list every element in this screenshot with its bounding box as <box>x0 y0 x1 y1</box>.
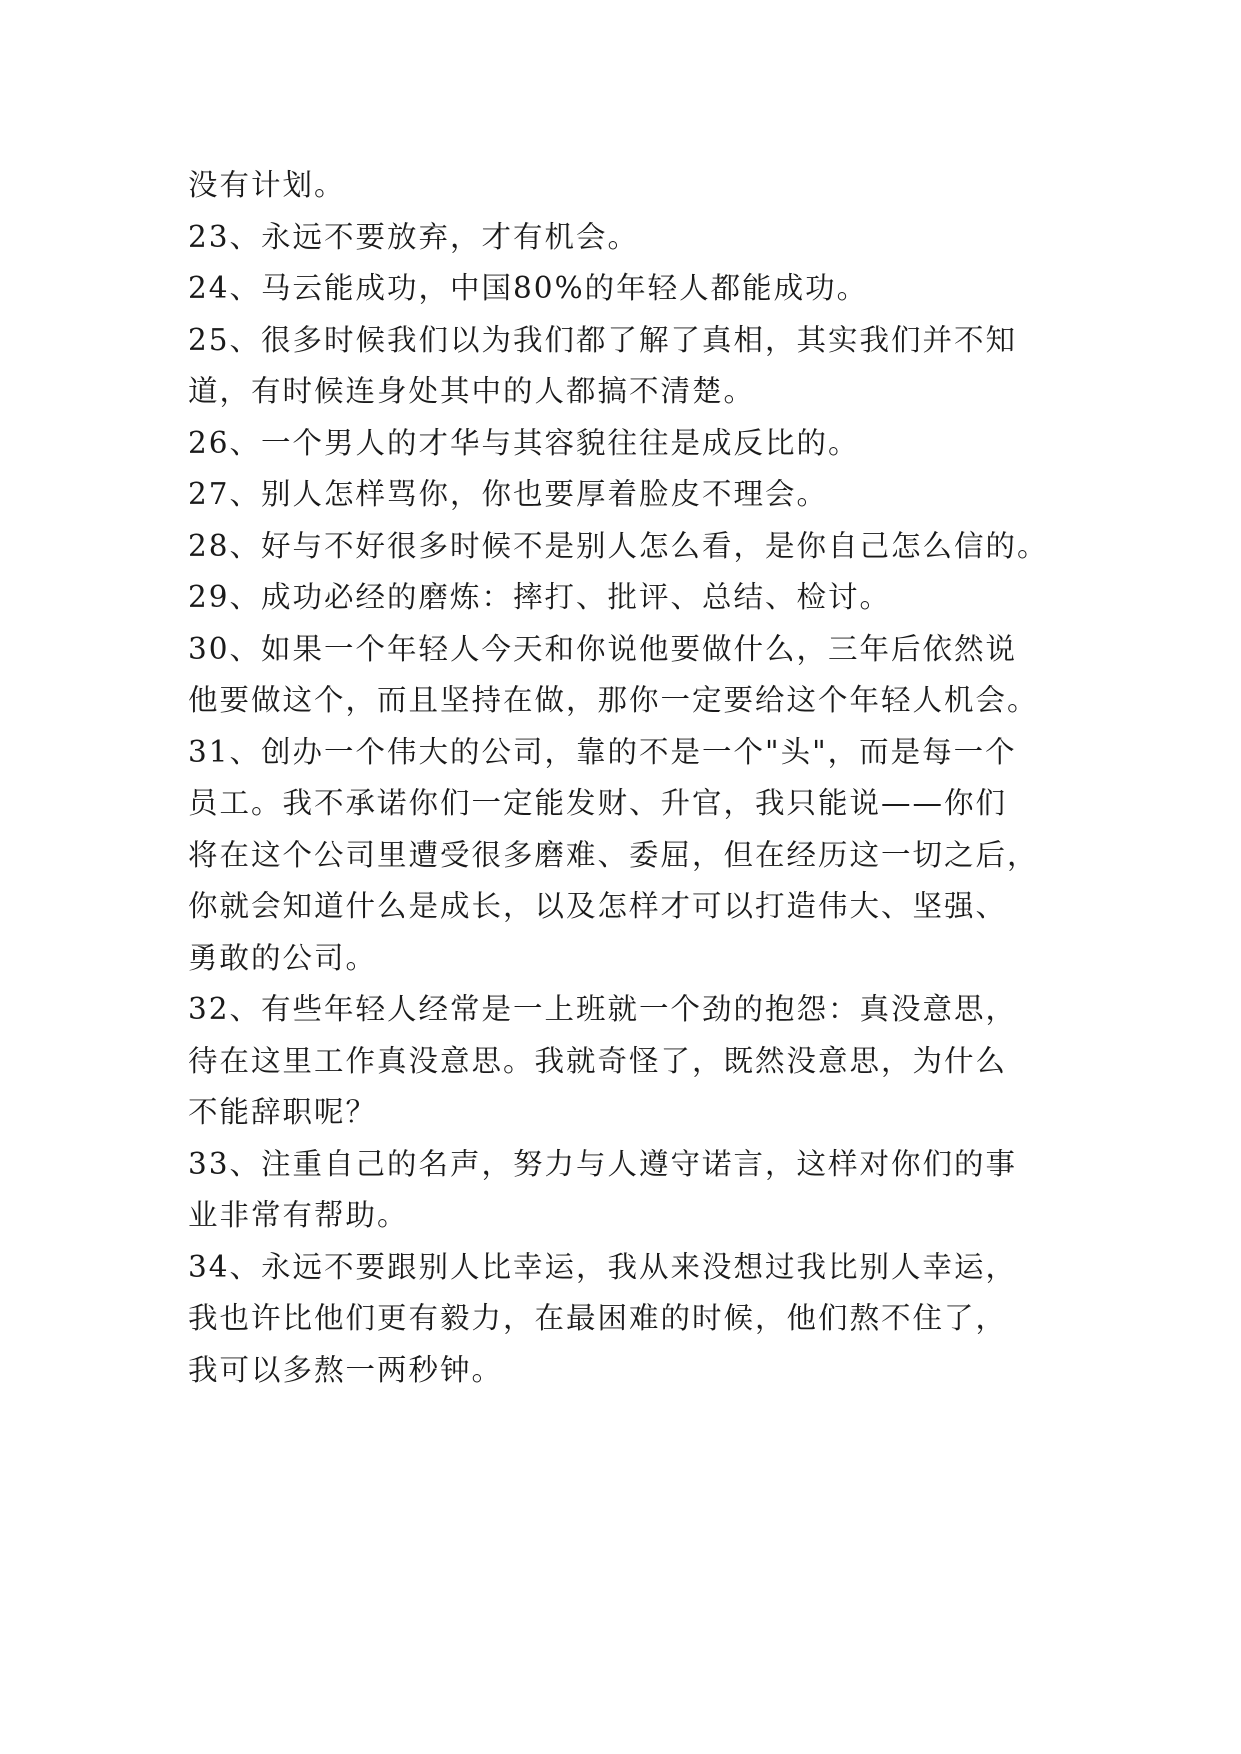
text-line: 我可以多熬一两秒钟。 <box>188 1352 504 1387</box>
text-line: 31、创办一个伟大的公司，靠的不是一个"头"，而是每一个 <box>188 734 1017 769</box>
text-line: 32、有些年轻人经常是一上班就一个劲的抱怨：真没意思， <box>188 992 1018 1026</box>
text-line: 28、好与不好很多时候不是别人怎么看，是你自己怎么信的。 <box>188 528 1049 563</box>
text-line: 24、马云能成功，中国80%的年轻人都能成功。 <box>188 271 869 305</box>
quote-text-block <box>188 160 1068 1396</box>
text-line: 30、如果一个年轻人今天和你说他要做什么，三年后依然说 <box>188 631 1018 666</box>
text-line: 不能辞职呢？ <box>188 1095 378 1129</box>
text-line: 待在这里工作真没意思。我就奇怪了，既然没意思，为什么 <box>188 1043 1008 1078</box>
text-line: 业非常有帮助。 <box>188 1198 409 1232</box>
text-line: 33、注重自己的名声，努力与人遵守诺言，这样对你们的事 <box>188 1146 1018 1181</box>
text-line: 员工。我不承诺你们一定能发财、升官，我只能说——你们 <box>188 786 1008 820</box>
text-line: 他要做这个，而且坚持在做，那你一定要给这个年轻人机会。 <box>188 683 1039 717</box>
text-line: 将在这个公司里遭受很多磨难、委屈，但在经历这一切之后， <box>188 837 1039 872</box>
text-line: 道，有时候连身处其中的人都搞不清楚。 <box>188 374 756 408</box>
text-line: 没有计划。 <box>188 168 346 202</box>
text-line: 勇敢的公司。 <box>188 940 378 975</box>
text-line: 29、成功必经的磨炼：摔打、批评、总结、检讨。 <box>188 580 892 614</box>
text-line: 34、永远不要跟别人比幸运，我从来没想过我比别人幸运， <box>188 1249 1018 1284</box>
text-line: 27、别人怎样骂你，你也要厚着脸皮不理会。 <box>188 477 829 511</box>
text-line: 26、一个男人的才华与其容貌往往是成反比的。 <box>188 425 860 460</box>
text-line: 我也许比他们更有毅力，在最困难的时候，他们熬不住了， <box>188 1301 1008 1335</box>
text-line: 23、永远不要放弃，才有机会。 <box>188 219 640 254</box>
text-line: 25、很多时候我们以为我们都了解了真相，其实我们并不知 <box>188 322 1018 357</box>
text-line: 你就会知道什么是成长，以及怎样才可以打造伟大、坚强、 <box>188 889 1008 923</box>
